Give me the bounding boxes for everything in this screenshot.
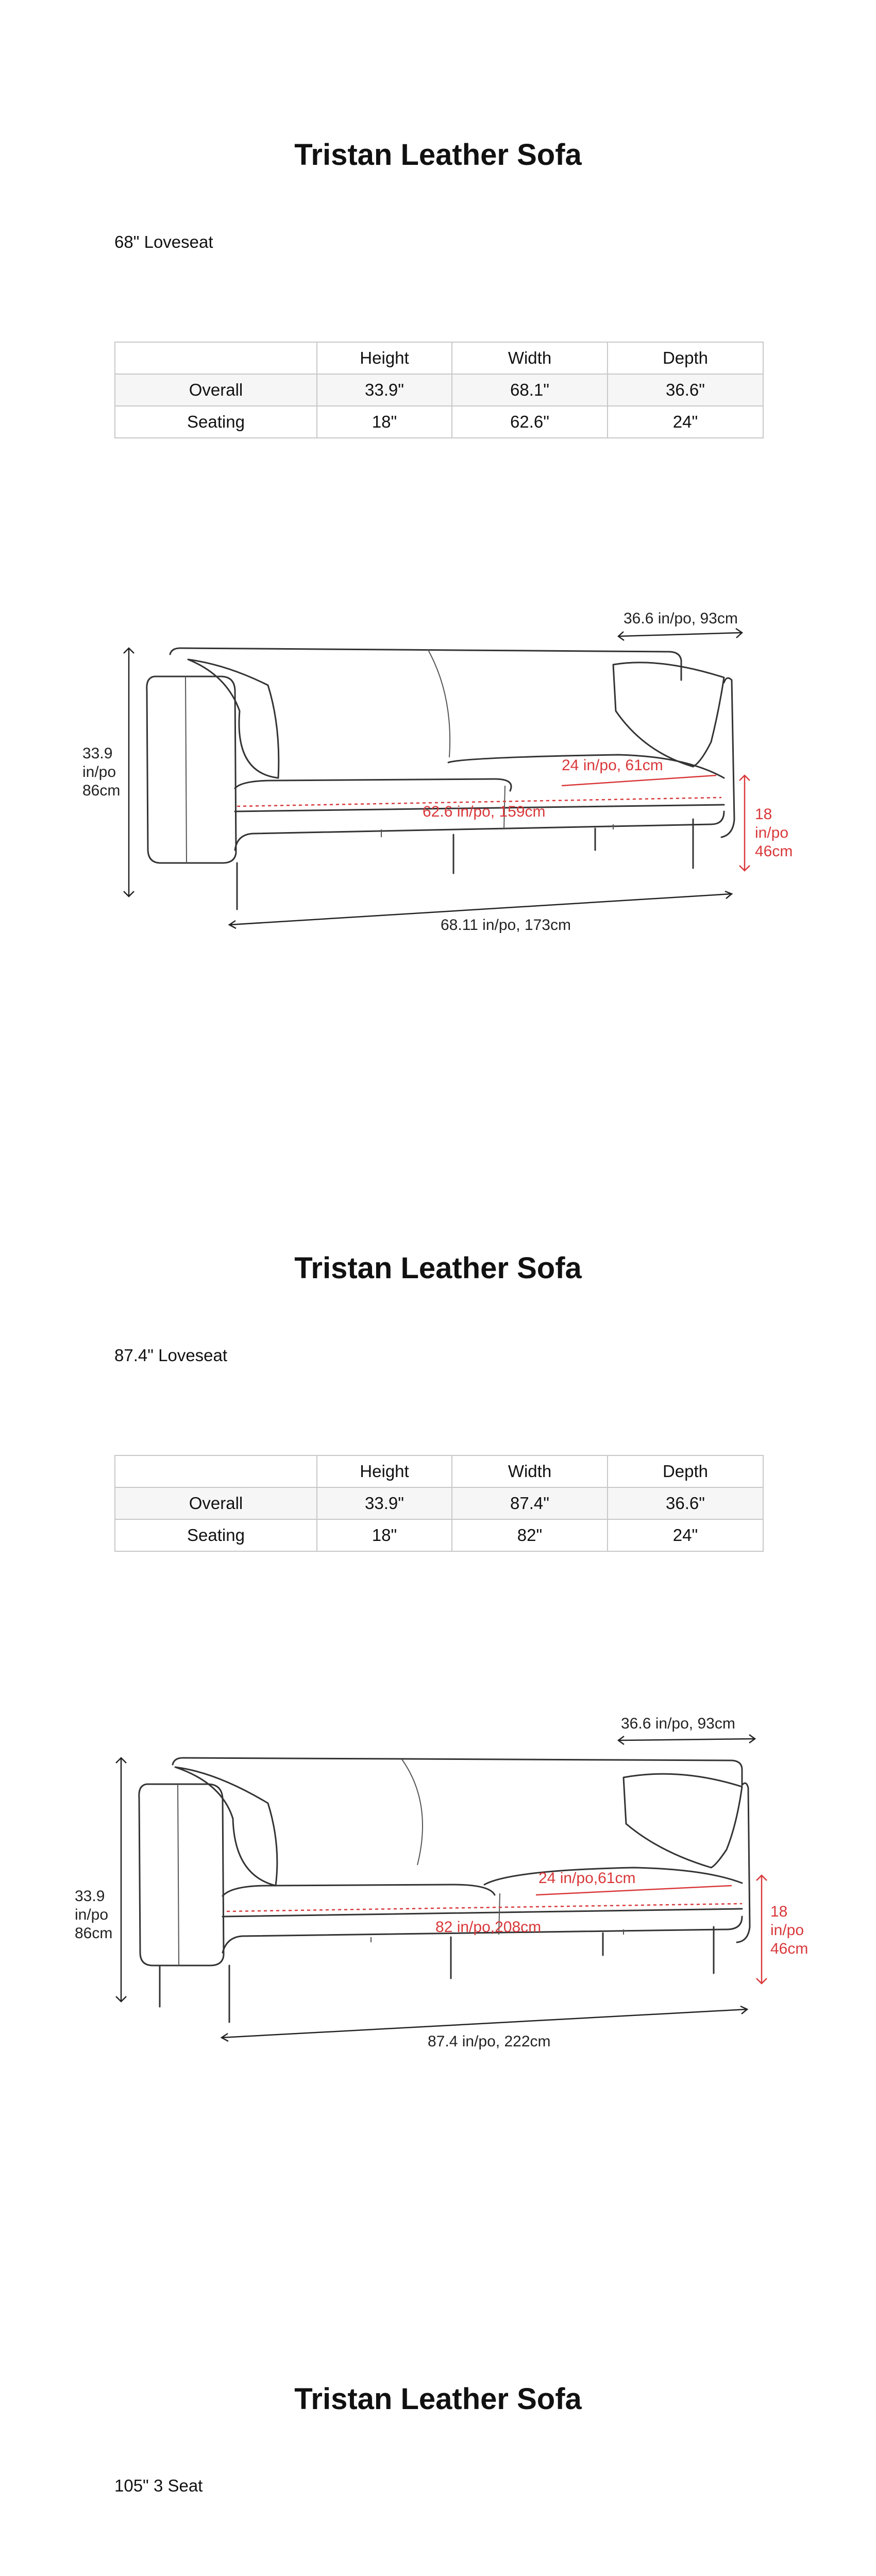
height-dimension xyxy=(75,1758,126,2002)
table-cell: Overall xyxy=(115,374,317,406)
table-cell: 62.6" xyxy=(452,406,608,438)
seat-width-label: 82 in/po,208cm xyxy=(435,1919,542,1936)
table-cell: 36.6" xyxy=(608,374,763,406)
sofa-dimension-drawing xyxy=(0,1700,876,2061)
dimension-table xyxy=(114,1455,764,1552)
table-header-cell: Width xyxy=(452,1455,608,1487)
width-label: 87.4 in/po, 222cm xyxy=(428,2033,551,2050)
product-title: Tristan Leather Sofa xyxy=(294,138,582,172)
seat-height-label-line1: 18 xyxy=(755,806,772,823)
product-subtitle: 68" Loveseat xyxy=(114,232,213,251)
table-header-cell: Width xyxy=(452,342,608,374)
depth-label: 36.6 in/po, 93cm xyxy=(621,1715,735,1732)
seat-width-dimension xyxy=(237,798,721,820)
height-label-line2: in/po xyxy=(75,1906,109,1923)
seat-height-dimension xyxy=(739,775,793,871)
seat-depth-dimension xyxy=(562,757,716,786)
table-header-row xyxy=(115,1455,763,1487)
width-dimension xyxy=(229,891,732,934)
height-label-line1: 33.9 xyxy=(82,745,113,762)
product-title: Tristan Leather Sofa xyxy=(294,1251,582,1285)
table-cell: 33.9" xyxy=(317,374,452,406)
product-section-105-3-seat xyxy=(0,2236,876,2576)
sofa-outline xyxy=(139,1758,750,2022)
product-subtitle: 105" 3 Seat xyxy=(114,2476,203,2495)
seat-height-label-line2: in/po xyxy=(770,1922,804,1939)
product-title: Tristan Leather Sofa xyxy=(294,2382,582,2416)
table-header-cell: Height xyxy=(317,1455,452,1487)
table-cell: Overall xyxy=(115,1487,317,1519)
height-label-line3: 86cm xyxy=(75,1925,113,1942)
product-subtitle: 87.4" Loveseat xyxy=(114,1346,228,1365)
table-header-cell: Height xyxy=(317,342,452,374)
dimension-table xyxy=(114,342,764,438)
height-dimension xyxy=(82,648,134,896)
seat-height-label-line1: 18 xyxy=(770,1903,788,1920)
table-cell: 87.4" xyxy=(452,1487,608,1519)
table-cell: 33.9" xyxy=(317,1487,452,1519)
table-cell: 36.6" xyxy=(608,1487,763,1519)
depth-dimension xyxy=(618,610,742,640)
depth-dimension xyxy=(618,1715,755,1744)
table-header-cell xyxy=(115,342,317,374)
table-header-cell: Depth xyxy=(608,342,763,374)
sofa-dimension-drawing xyxy=(0,608,876,969)
table-cell: 82" xyxy=(452,1519,608,1551)
seat-height-label-line2: in/po xyxy=(755,824,789,841)
width-label: 68.11 in/po, 173cm xyxy=(441,917,571,934)
table-row xyxy=(115,1487,763,1519)
depth-label: 36.6 in/po, 93cm xyxy=(624,610,738,627)
table-cell: 24" xyxy=(608,1519,763,1551)
width-dimension xyxy=(222,2006,747,2050)
seat-width-label: 62.6 in/po, 159cm xyxy=(423,803,546,820)
table-cell: Seating xyxy=(115,1519,317,1551)
table-cell: 24" xyxy=(608,406,763,438)
seat-height-dimension xyxy=(756,1875,808,1984)
table-header-cell: Depth xyxy=(608,1455,763,1487)
table-header-row xyxy=(115,342,763,374)
table-header-cell xyxy=(115,1455,317,1487)
seat-depth-label: 24 in/po,61cm xyxy=(538,1870,636,1887)
table-cell: 18" xyxy=(317,406,452,438)
product-section-87-loveseat xyxy=(0,1108,876,2236)
product-section-68-loveseat xyxy=(0,0,876,1108)
table-row xyxy=(115,374,763,406)
table-row xyxy=(115,1519,763,1551)
seat-height-label-line3: 46cm xyxy=(770,1940,808,1957)
table-row xyxy=(115,406,763,438)
seat-depth-label: 24 in/po, 61cm xyxy=(562,757,663,774)
height-label-line1: 33.9 xyxy=(75,1888,105,1905)
sofa-outline xyxy=(147,648,734,909)
table-cell: 68.1" xyxy=(452,374,608,406)
height-label-line2: in/po xyxy=(82,764,116,781)
height-label-line3: 86cm xyxy=(82,782,121,799)
table-cell: Seating xyxy=(115,406,317,438)
table-cell: 18" xyxy=(317,1519,452,1551)
seat-height-label-line3: 46cm xyxy=(755,843,793,860)
